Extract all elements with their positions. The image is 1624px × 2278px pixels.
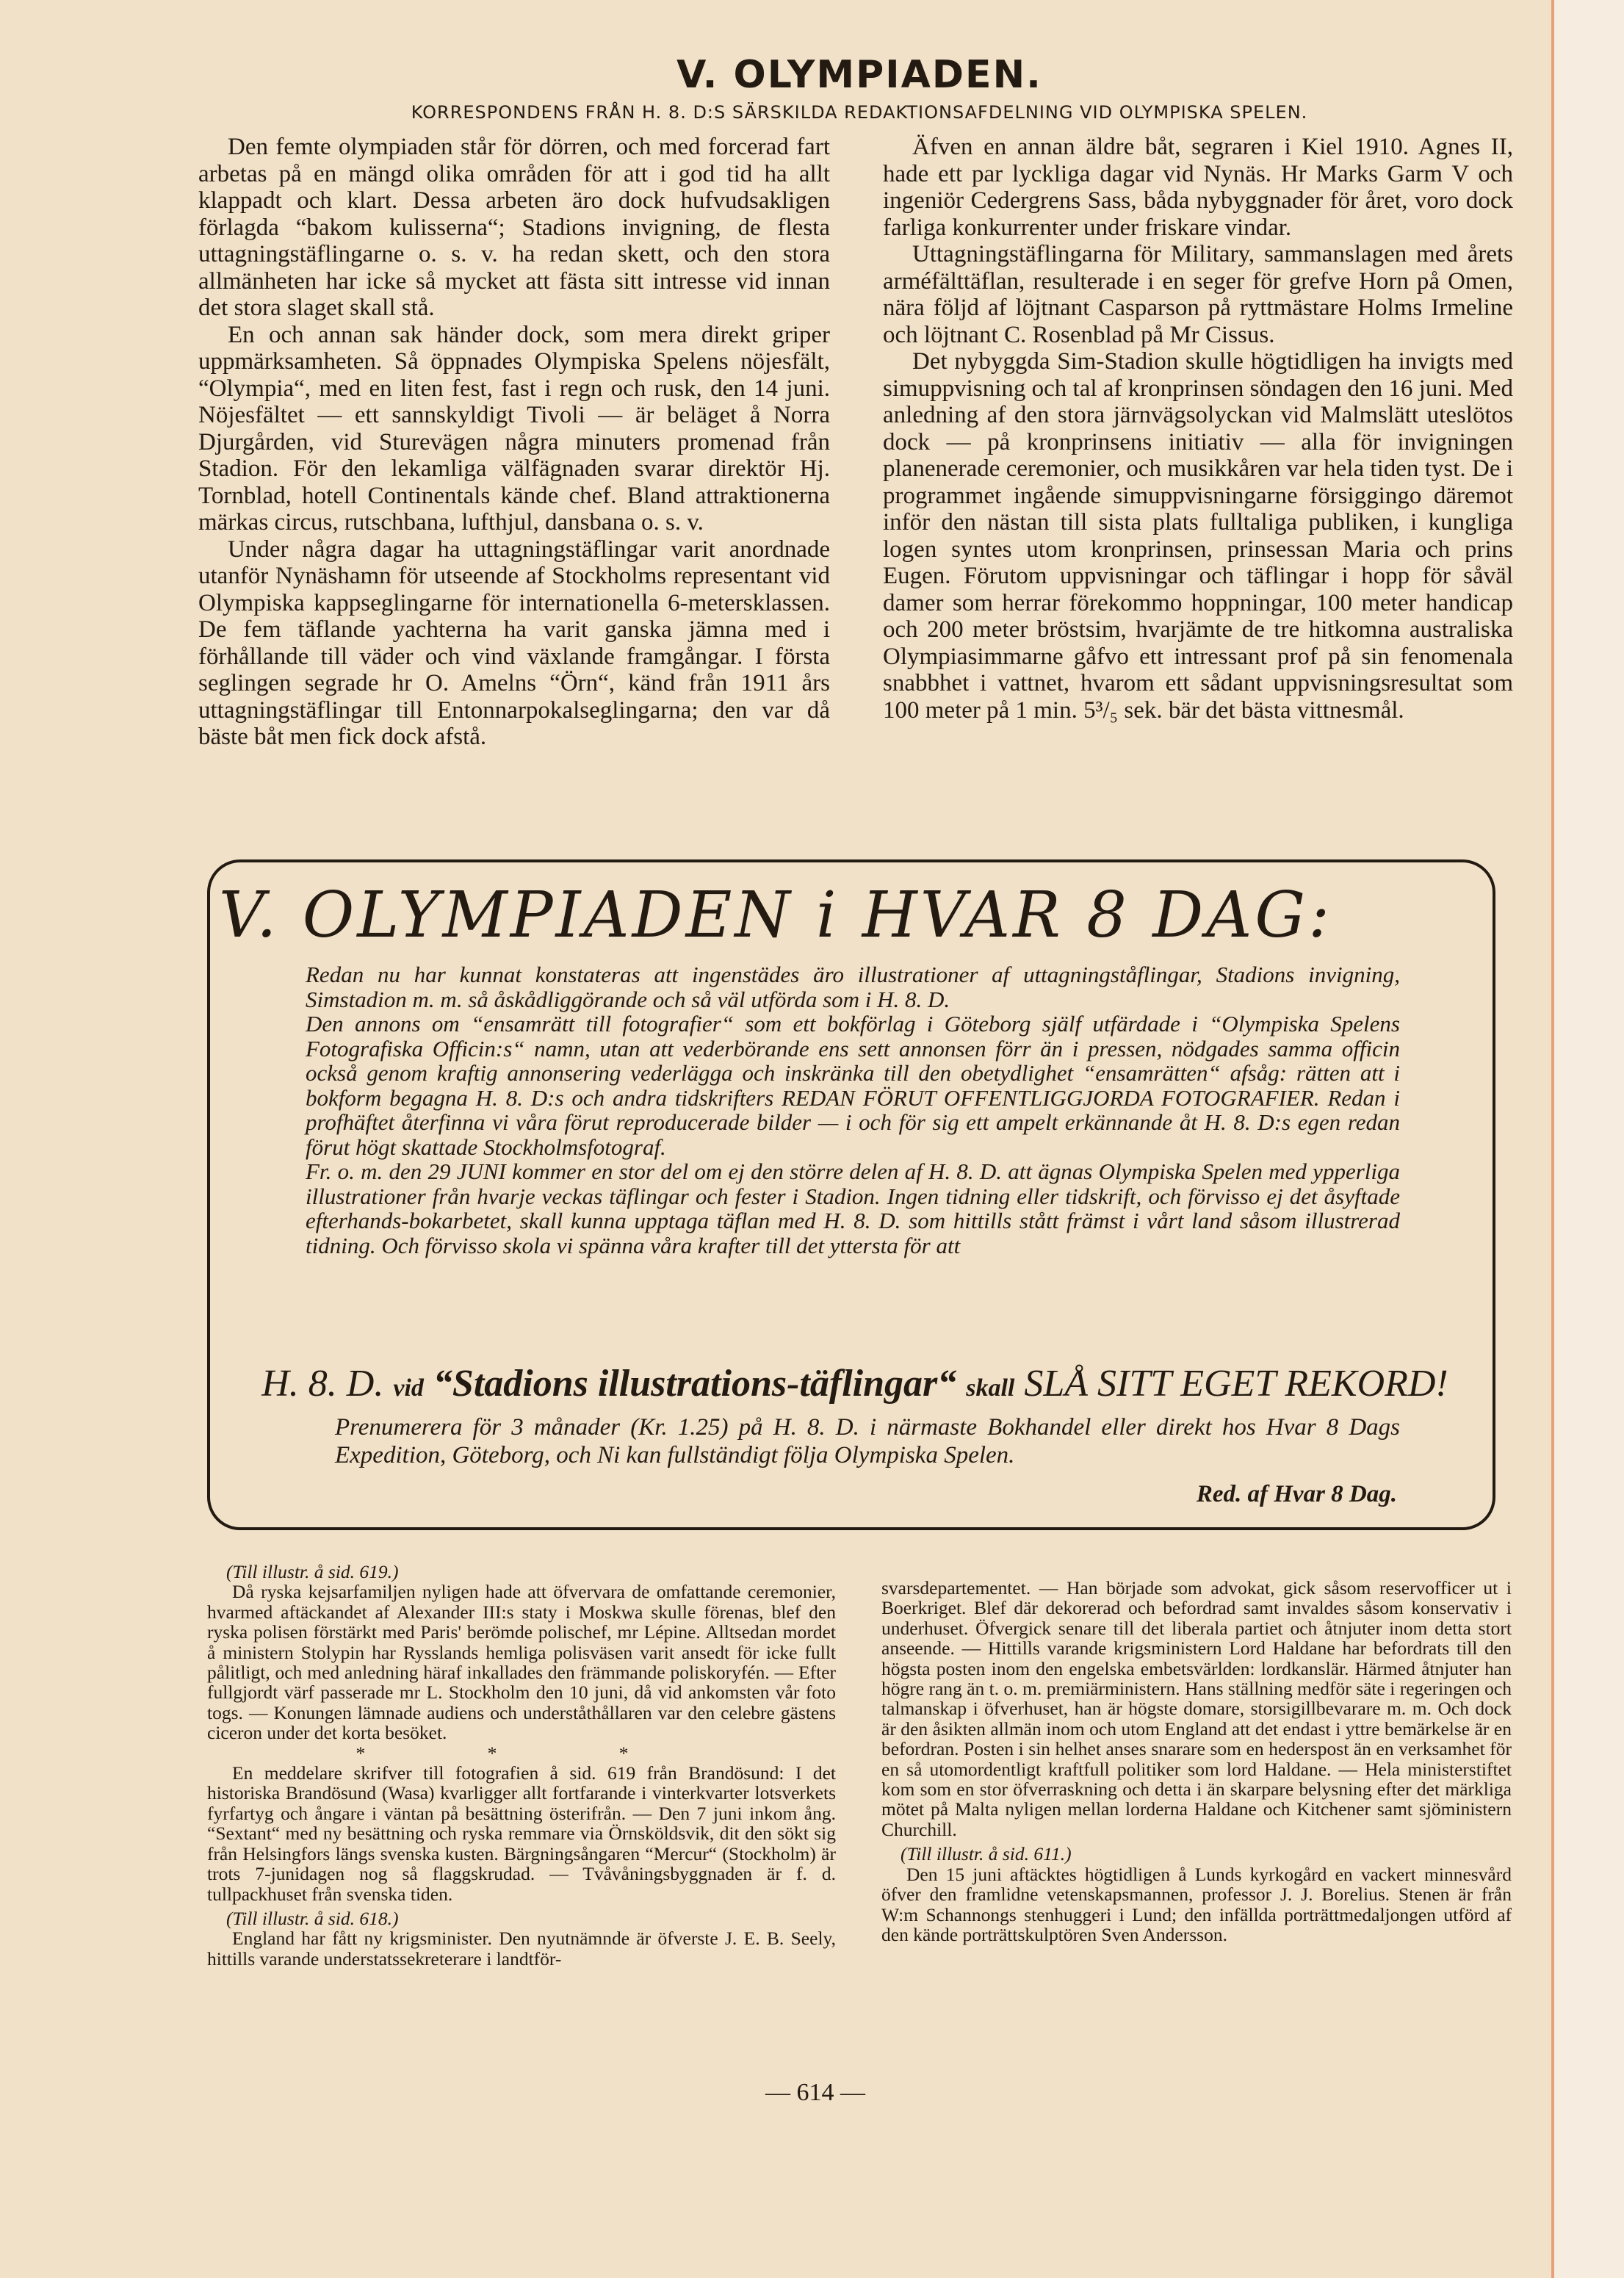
note-paragraph: Den 15 juni aftäcktes högtidligen å Lunds kyrkogård en vackert minnesvård öfver den framlidne vetenskapsmannen, professor J. J. Borelius. Stenen är från W:m Schannongs stenhuggeri i Lund; den infällda porträttmedaljongen utförd af den kände porträttskulptören Sven Andersson.	[881, 1863, 1512, 1945]
illustration-reference: (Till illustr. å sid. 611.)	[901, 1843, 1072, 1865]
article-paragraph: Det nybyggda Sim-Stadion skulle högtidligen ha invigts med simuppvisning och tal af kronprinsen söndagen den 16 juni. Med anledning af den stora järnvägsolyckan vid Malmslätt uteslötos dock — på kronprinsens initiativ — alla för invigningen planenerade ceremonier, och musikkåren var hela tiden tyst. De i programmet ingående simuppvisningarne försiggingo däremot inför den nästan till sista plats fulltaliga publiken, i kungliga logen syntes utom kronprinsen, prinsessan Maria och prins Eugen. Förutom uppvisningar och täflingar i hopp för såväl damer som herrar förekommo hoppningar, 100 meter handicap och 200 meter bröstsim, hvarjämte de tre hitkomna australiska Olympiasimmarne gåfvo ett intressant prof på sin fenomenala snabbhet i vattnet, hvarom ett sådant uppvisningsresultat som 100 meter på 1 min. 5³/₅ sek. bär det bästa vittnesmål.	[883, 348, 1513, 724]
notes-left-column	[207, 1557, 836, 1969]
ad-slogan-word: vid	[393, 1374, 424, 1402]
page-subtitle: KORRESPONDENS FRÅN H. 8. D:S SÄRSKILDA REDAKTIONSAFDELNING VID OLYMPISKA SPELEN.	[411, 102, 1308, 123]
ad-paragraph: Den annons om “ensamrätt till fotografier“ som ett bokförlag i Göteborg själf utfärdade i “Olympiska Spelens Fotografiska Officin:s“ namn, utan att vederbörande ens sett annonsen förr än i pressen, nödgades samma officin också genom kraftig annonsering vederlägga och inskränka till den obetydlighet “ensamrätten“ afsåg: rätten att i bokform begagna H. 8. D:s och andra tidskrifters REDAN FÖRUT OFFENTLIGGJORDA FOTOGRAFIER. Redan i profhäftet återfinna vi våra förut reproducerade bilder — i och för sig ett ampelt erkännande åt H. 8. D:s egen redan förut högt skattade Stockholmsfotograf.	[306, 1011, 1400, 1160]
article-paragraph: Under några dagar ha uttagningstäflingar varit anordnade utanför Nynäshamn för utseende af Stockholms representant vid Olympiska kappseglingarne för internationella 6-metersklassen. De fem täflande yachterna ha varit ganska jämna med i förhållande till väder och vind växlande framgångar. I första seglingen segrade hr O. Amelns “Örn“, känd från 1911 års uttagningstäflingar till Entonnarpokalseglingarna; den var då bäste båt men fick dock afstå.	[198, 536, 830, 750]
note-paragraph: En meddelare skrifver till fotografien å sid. 619 från Brandösund: I det historiska Brandösund (Wasa) kvarligger allt fortfarande i vinterkvarter lotsverkets fyrfartyg och ångare i väntan på besättning österifrån. — Den 7 juni inkom ång. “Sextant“ med ny besättning och ryska remmare via Örnsköldsvik, dit den sökt sig från Helsingfors längs svenska kusten. Bärgningsångaren “Mercur“ (Stockholm) är trots 7-junidagen nog så flaggskrudad. — Tvåvåningsbyggnaden är f. d. tullpackhuset från svenska tiden.	[207, 1762, 836, 1905]
note-paragraph: England har fått ny krigsminister. Den nyutnämnde är öfverste J. E. B. Seely, hittills varande understatssekreterare i landtför-	[207, 1928, 836, 1969]
ad-slogan	[231, 1362, 1479, 1410]
ad-slogan-competition: “Stadions illustrations-täflingar“	[433, 1363, 957, 1405]
ad-slogan-word: skall	[966, 1374, 1015, 1402]
article-paragraph: Äfven en annan äldre båt, segraren i Kiel 1910. Agnes II, hade ett par lyckliga dagar vid Nynäs. Hr Marks Garm V och ingeniör Cedergrens Sass, båda nybyggnader för året, voro dock farliga konkurrenter under friskare vindar.	[883, 134, 1513, 241]
page-number: — 614 —	[765, 2079, 865, 2106]
section-separator: * * *	[356, 1742, 688, 1764]
notes-right-column	[881, 1578, 1512, 1944]
advertisement-box	[207, 859, 1495, 1530]
page-edge-strip	[1554, 0, 1624, 2278]
article-paragraph: En och annan sak händer dock, som mera direkt griper uppmärksamheten. Så öppnades Olympiska Spelens nöjesfält, “Olympia“, med en liten fest, fast i regn och rusk, den 14 juni. Nöjesfältet — ett sannskyldigt Tivoli — är beläget å Norra Djurgården, vid Sturevägen några minuters promenad från Stadion. För den lekamliga välfägnaden svarar direktör Hj. Tornblad, hotell Continentals kände chef. Bland attraktionerna märkas circus, rutschbana, lufthjul, dansbana o. s. v.	[198, 321, 830, 536]
article-paragraph: Uttagningstäflingarna för Military, sammanslagen med årets arméfälttäflan, resulterade i en seger för grefve Horn på Omen, nära följd af löjtnant Casparson på ryttmästare Holms Irmeline och löjtnant C. Rosenblad på Mr Cissus.	[883, 241, 1513, 348]
ad-subscription-text: Prenumerera för 3 månader (Kr. 1.25) på H. 8. D. i närmaste Bokhandel eller direkt hos Hvar 8 Dags Expedition, Göteborg, och Ni kan fullständigt följa Olympiska Spelen.	[335, 1414, 1400, 1468]
ad-paragraph: Redan nu har kunnat konstateras att ingenstädes äro illustrationer af uttagningståflingar, Stadions invigning, Simstadion m. m. så åskådliggörande och så väl utförda som i H. 8. D.	[306, 962, 1400, 1012]
ad-paragraph: Fr. o. m. den 29 JUNI kommer en stor del om ej den större delen af H. 8. D. att ägnas Olympiska Spelen med ypperliga illustrationer från hvarje veckas täflingar och fester i Stadion. Ingen tidning eller tidskrift, och förvisso ej det åsyftade efterhands-bokarbetet, skall kunna upptaga täflan med H. 8. D. som hittills stått främst i vårt land såsom illustrerad tidning. Och förvisso skola vi spänna våra krafter till det yttersta för att	[306, 1158, 1400, 1258]
ad-body	[306, 962, 1400, 1258]
illustration-reference: (Till illustr. å sid. 619.)	[226, 1561, 399, 1582]
illustration-reference: (Till illustr. å sid. 618.)	[226, 1907, 399, 1929]
ad-slogan-record: SLÅ SITT EGET REKORD!	[1024, 1363, 1448, 1405]
note-paragraph: svarsdepartementet. — Han började som advokat, gick såsom reservofficer ut i Boerkriget. Blef där dekorerad och befordrad samt invaldes såsom konservativ i underhuset. Öfvergick senare till det liberala partiet och åtnjuter inom detta stort anseende. — Hittills varande krigsministern Lord Haldane har befordrats till den högsta posten inom den engelska embetsvärlden: lordkanslär. Härmed åtnjuter han högre rang än t. o. m. premiärministern. Hans ställning medför säte i regeringen och talmanskap i öfverhuset, han är högste domare, storsigillbevarare m. m. Och dock är den åsikten allmän inom och utom England att det endast i yttre bemärkelse är en befordran. Posten i sin helhet anses snarare som en hederspost än en verksamhet för en så utomordentligt kraftfull politiker som lord Haldane. — Hela ministerstiftet kom som en stor öfverraskning och detta i än skarpare belysning efter det märkliga mötet på Malta nyligen mellan lorderna Haldane och Kitchener samt sjöministern Churchill.	[881, 1577, 1512, 1840]
page-header	[198, 53, 1520, 123]
article-left-column	[198, 134, 830, 751]
ad-subscription	[335, 1413, 1400, 1469]
ad-slogan-publication: H. 8. D.	[261, 1363, 384, 1405]
article-right-column	[883, 134, 1513, 724]
ad-heading: V. OLYMPIADEN i HVAR 8 DAG:	[219, 879, 1333, 952]
page-title: V. OLYMPIADEN.	[676, 53, 1042, 97]
ad-signature: Red. af Hvar 8 Dag.	[1196, 1481, 1397, 1507]
article-paragraph: Den femte olympiaden står för dörren, och med forcerad fart arbetas på en mängd olika områden för att i god tid ha allt klappadt och klart. Dessa arbeten äro dock hufvudsakligen förlagda “bakom kulisserna“; Stadions invigning, de flesta uttagningstäflingarne o. s. v. ha redan skett, och den stora allmänheten har icke så mycket att fästa sitt intresse vid innan det stora slaget skall stå.	[198, 134, 830, 321]
note-paragraph: Då ryska kejsarfamiljen nyligen hade att öfvervara de omfattande ceremonier, hvarmed aftäckandet af Alexander III:s staty i Moskwa skulle förenas, blef den ryska polisen förstärkt med Paris' berömde polischef, mr Lépine. Alltsedan mordet å ministern Stolypin har Rysslands hemliga polisväsen varit ansedt för icke fullt pålitligt, och med anledning häraf inkallades den främmande poliskoryfén. — Efter fullgjordt värf passerade mr L. Stockholm den 10 juni, då vid ankomsten vår foto togs. — Konungen lämnade audiens och underståthållaren var den celebre gästens ciceron under det korta besöket.	[207, 1581, 836, 1744]
